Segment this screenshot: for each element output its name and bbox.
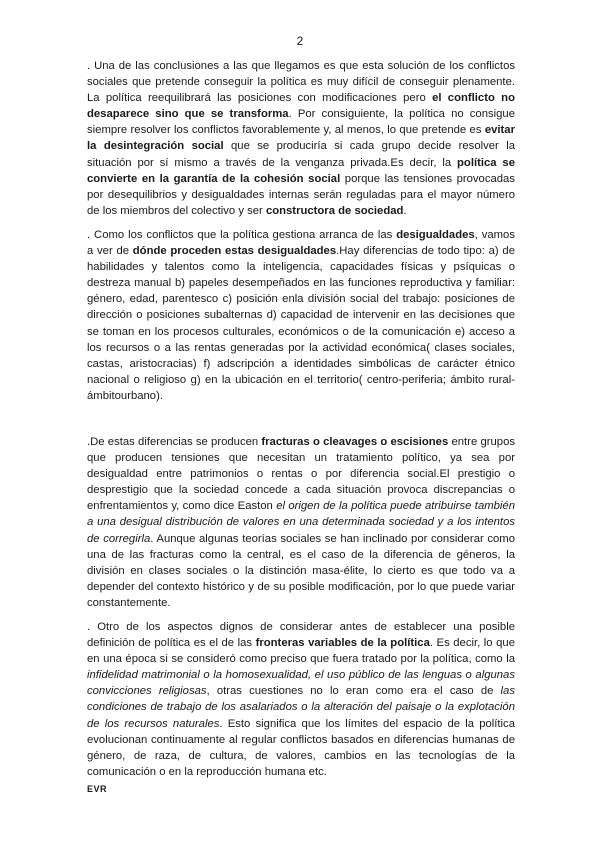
bold-text: fronteras variables de la política bbox=[255, 637, 430, 650]
text-run: . Una de las conclusiones a las que llegamos es que esta solución de los conflictos sociales que pretende conseguir la política es muy difícil de conseguir plenamente. La política reequilibrará las posiciones con modificaciones pero bbox=[87, 60, 515, 105]
text-run: entre grupos que producen tensiones que necesitan un tratamiento político, ya sea por desigualdad entre patrimonios o rentas o por diferencia social.El prestigio o desprestigio que la sociedad concede a cada situación provoca discrepancias o enfrentamientos y, como dice Easton bbox=[87, 435, 515, 513]
text-run: . Es decir, lo que en una época si se consideró como preciso que fuera tratado por la política, como la bbox=[87, 637, 515, 666]
page-number: 2 bbox=[296, 34, 304, 48]
paragraph-inequalities bbox=[87, 227, 515, 404]
text-run: . Por consiguiente, la política no consigue siempre resolver los conflictos favorablemente y, al menos, lo que pretende es bbox=[87, 108, 515, 137]
text-run: porque las tensiones provocadas por desequilibrios y desigualdades internas serán reguladas para el mayor número de los miembros del colectivo y ser bbox=[87, 172, 515, 217]
text-run: , otras cuestiones no lo eran como era el caso de bbox=[206, 685, 501, 698]
text-run: . Como los conflictos que la política gestiona arranca de las bbox=[87, 228, 397, 241]
italic-text: las condiciones de trabajo de los asalariados o la alteración del paisaje o la explotación de los recursos naturales bbox=[87, 685, 515, 730]
bold-text: política se convierte en la garantía de la cohesión social bbox=[87, 156, 515, 185]
italic-text: infidelidad matrimonial o la homosexualidad, el uso público de las lenguas o algunas convicciones religiosas bbox=[87, 669, 515, 698]
bold-text: el conflicto no desaparece sino que se transforma bbox=[87, 92, 515, 121]
italic-text: el origen de la política puede atribuirse también a una desigual distribución de valores en una determinada sociedad y a los intentos de corregirla bbox=[87, 500, 515, 545]
paragraph-conclusions bbox=[87, 58, 515, 219]
paragraph-variable-frontiers bbox=[87, 619, 515, 780]
text-run: .Hay diferencias de todo tipo: a) de habilidades y talentos como la inteligencia, capacidades físicas y psíquicas o destreza manual b) papeles desempeñados en las funciones reproductiva y familiar: género, edad, parentesco c) posición enla división social del trabajo: posiciones de dirección o posiciones subalternas d) capacidad de intervenir en las decisiones que se toman en los procesos culturales, económicos o de la comunicación e) acceso a los recursos o a las rentas generadas por la actividad económica( clases sociales, castas, aristocracias) f) adscripción a identidades simbólicas de carácter étnico nacional o religioso g) en la ubicación en el territorio( centro-periferia; ámbito rural- ámbitourbano). bbox=[87, 245, 515, 402]
bold-text: desigualdades bbox=[396, 228, 475, 241]
text-run: . Otro de los aspectos dignos de considerar antes de establecer una posible definición de política es el de las bbox=[87, 621, 515, 650]
bold-text: dónde proceden estas desigualdades bbox=[132, 245, 337, 258]
text-run: . Aunque algunas teorías sociales se han inclinado por considerar como una de las fracturas como la central, es el caso de la diferencia de géneros, la división en clases sociales o la distinción masa-élite, lo cierto es que todo va a depender del contexto histórico y de su posible modificación, por lo que puede variar constantemente. bbox=[87, 532, 515, 609]
paragraph-cleavages bbox=[87, 434, 515, 611]
bold-text: evitar la desintegración social bbox=[87, 124, 515, 153]
text-run: .De estas diferencias se producen bbox=[87, 435, 262, 448]
bold-text: fracturas o cleavages o escisiones bbox=[261, 435, 449, 448]
bold-text: constructora de sociedad bbox=[265, 204, 404, 217]
footer-initials: EVR bbox=[87, 784, 108, 794]
text-run: que se produciría si cada grupo decide resolver la situación por sí mismo a través de la venganza privada.Es decir, la bbox=[87, 140, 516, 169]
text-run: , vamos a ver de bbox=[87, 228, 515, 258]
document-body bbox=[87, 58, 515, 788]
text-run: . Esto significa que los límites del espacio de la política evolucionan continuamente al regular conflictos basados en diferencias humanas de género, de raza, de cultura, de valores, cambios en las tecnologías de la comunicación o en la reproducción humana etc. bbox=[87, 717, 515, 778]
text-run: . bbox=[403, 204, 407, 217]
